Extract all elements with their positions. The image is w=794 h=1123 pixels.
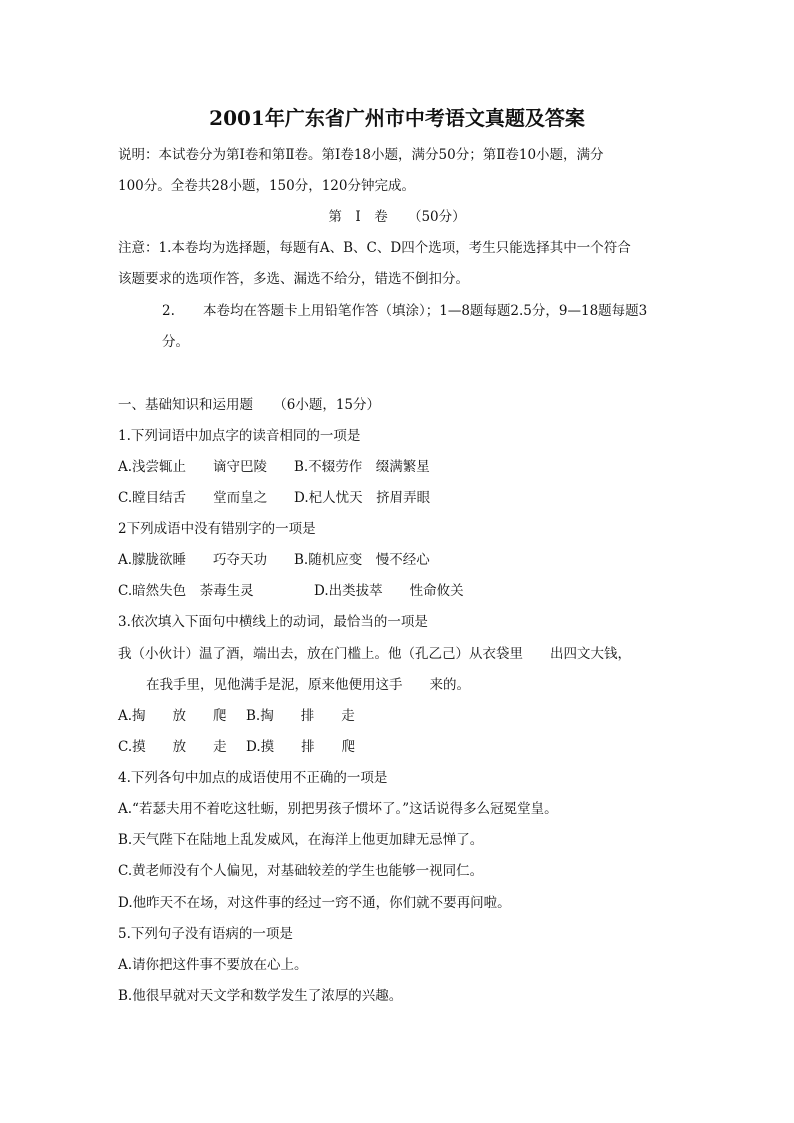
section-heading: 第 Ⅰ 卷 （50分）: [328, 209, 466, 225]
q4-option-c: C.黄老师没有个人偏见，对基础较差的学生也能够一视同仁。: [118, 863, 484, 879]
note2-number: 2.: [162, 303, 175, 319]
q3-stem: 3.依次填入下面句中横线上的动词，最恰当的一项是: [118, 614, 428, 630]
q1-option-c: C.瞠目结舌 堂而皇之: [118, 490, 268, 506]
q3-text-2: 在我手里，见他满手是泥，原来他便用这手 来的。: [146, 677, 470, 693]
q2-option-c: C.暗然失色 荼毒生灵: [118, 583, 254, 599]
q1-option-b: B.不辍劳作 缀满繁星: [294, 459, 430, 475]
q3-option-a: A.掏 放 爬: [118, 708, 227, 724]
q5-stem: 5.下列句子没有语病的一项是: [118, 926, 293, 942]
q3-option-d: D.摸 排 爬: [246, 739, 356, 755]
q2-stem: 2下列成语中没有错别字的一项是: [118, 521, 316, 537]
q2-option-d: D.出类拔萃 性命攸关: [314, 583, 464, 599]
intro-line-2: 100分。全卷共28小题，150分，120分钟完成。: [118, 178, 415, 194]
part1-heading: 一、基础知识和运用题 （6小题，15分）: [118, 397, 381, 413]
intro-line-1: 说明：本试卷分为第Ⅰ卷和第Ⅱ卷。第Ⅰ卷18小题，满分50分；第Ⅱ卷10小题，满分: [118, 147, 604, 163]
q4-option-a: A.“若瑟夫用不着吃这牡蛎，别把男孩子惯坏了。”这话说得多么冠冕堂皇。: [118, 801, 558, 817]
note2-line-2: 分。: [162, 334, 189, 350]
q5-option-a: A.请你把这件事不要放在心上。: [118, 957, 308, 973]
q4-option-d: D.他昨天不在场，对这件事的经过一窍不通，你们就不要再问啦。: [118, 895, 511, 911]
note-line-1: 注意：1.本卷均为选择题，每题有A、B、C、D四个选项，考生只能选择其中一个符合: [118, 240, 631, 256]
q1-stem: 1.下列词语中加点字的读音相同的一项是: [118, 428, 361, 444]
q3-option-c: C.摸 放 走: [118, 739, 227, 755]
q1-option-a: A.浅尝辄止 谪守巴陵: [118, 459, 268, 475]
note2-line-1: 本卷均在答题卡上用铅笔作答（填涂）；1—8题每题2.5分，9—18题每题3: [203, 303, 648, 319]
q2-option-a: A.朦胧欲睡 巧夺天功: [118, 552, 268, 568]
q5-option-b: B.他很早就对天文学和数学发生了浓厚的兴趣。: [118, 988, 403, 1004]
q4-stem: 4.下列各句中加点的成语使用不正确的一项是: [118, 770, 388, 786]
q3-option-b: B.掏 排 走: [246, 708, 355, 724]
document-title: 2001年广东省广州市中考语文真题及答案: [209, 106, 585, 130]
note-line-2: 该题要求的选项作答，多选、漏选不给分，错选不倒扣分。: [118, 271, 469, 287]
q3-text-1: 我（小伙计）温了酒，端出去，放在门槛上。他（孔乙己）从衣袋里 出四文大钱，: [118, 646, 631, 662]
q1-option-d: D.杞人忧天 挤眉弄眼: [294, 490, 431, 506]
q2-option-b: B.随机应变 慢不经心: [294, 552, 430, 568]
q4-option-b: B.天气陛下在陆地上乱发威风，在海洋上他更加肆无忌惮了。: [118, 832, 484, 848]
